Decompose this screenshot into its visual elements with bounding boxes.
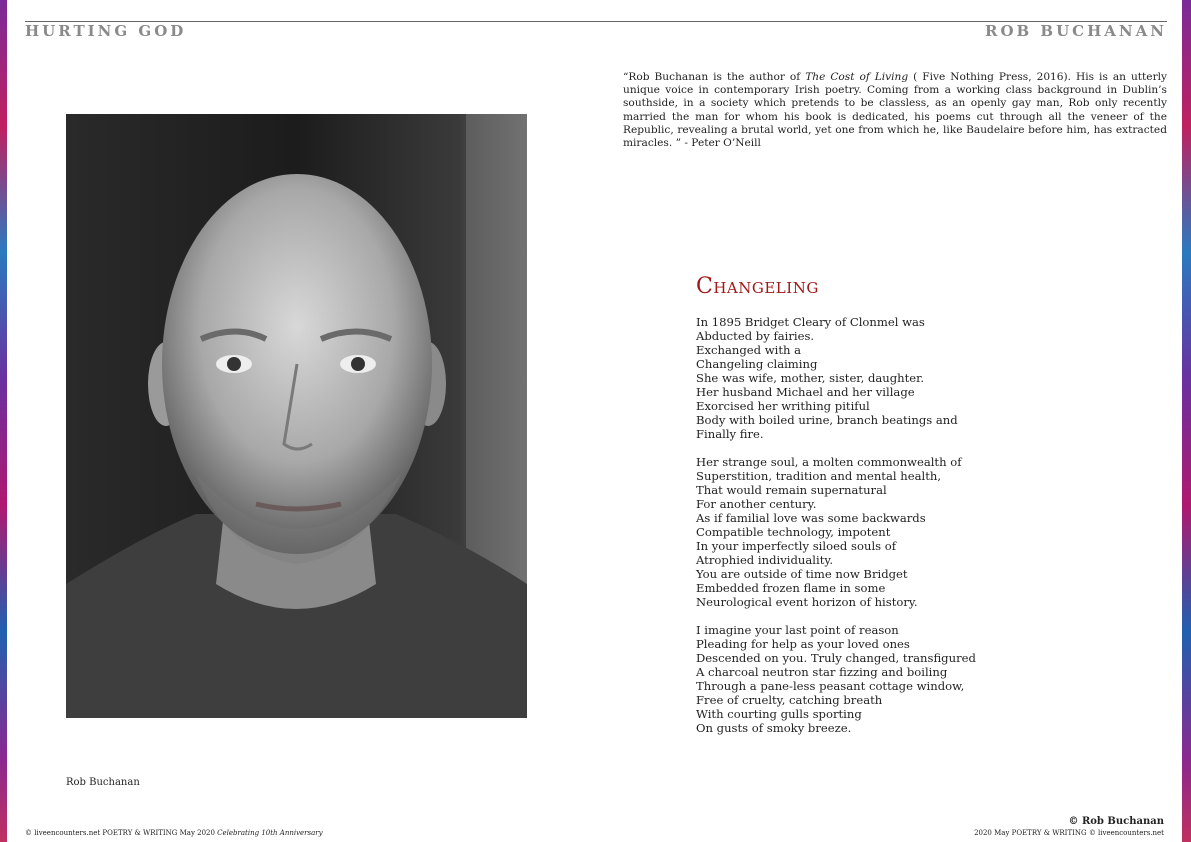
author-portrait — [66, 114, 527, 718]
poem-line: Body with boiled urine, branch beatings and — [696, 413, 958, 427]
poem-line: Free of cruelty, catching breath — [696, 693, 883, 707]
poem-line: Atrophied individuality. — [696, 553, 834, 567]
poem-line: That would remain supernatural — [696, 483, 887, 497]
poem-line: I imagine your last point of reason — [696, 623, 899, 637]
poem-line: With courting gulls sporting — [696, 707, 862, 721]
footer-left — [25, 829, 323, 837]
quote-text-start: “Rob Buchanan is the author of — [623, 71, 806, 83]
poem-stanza — [696, 315, 996, 441]
poem-line: In 1895 Bridget Cleary of Clonmel was — [696, 315, 925, 329]
quote-text-end: ( Five Nothing Press, 2016). His is an utterly unique voice in contemporary Irish poetry. Coming from a working class background in Dublin’s southside, in a society which pretends to be classless, as an openly gay man, Rob only recently married the man for whom his book is dedicated, his poems cut through all the veneer of the Republic, revealing a brutal world, yet one from which he, like Baudelaire before him, has extracted miracles. ” - Peter O’Neill — [623, 71, 1168, 150]
poem-line: Pleading for help as your loved ones — [696, 637, 910, 651]
poem-line: As if familial love was some backwards — [696, 511, 926, 525]
portrait-illustration — [66, 114, 527, 718]
poem-line: Superstition, tradition and mental health, — [696, 469, 942, 483]
poem-line: On gusts of smoky breeze. — [696, 721, 852, 735]
footer-left-italic: Celebrating 10th Anniversary — [217, 829, 323, 837]
poem-line: Her strange soul, a molten commonwealth of — [696, 455, 962, 469]
footer-left-text: © liveencounters.net POETRY & WRITING May 2020 — [25, 829, 218, 837]
footer-right: 2020 May POETRY & WRITING © liveencounters.net — [974, 829, 1164, 837]
poem-line: Compatible technology, impotent — [696, 525, 891, 539]
book-title-header: HURTING GOD — [25, 22, 187, 40]
poem-line: A charcoal neutron star fizzing and boiling — [696, 665, 948, 679]
book-title: The Cost of Living — [805, 71, 909, 83]
poem-line: In your imperfectly siloed souls of — [696, 539, 897, 553]
poem-line: Her husband Michael and her village — [696, 385, 915, 399]
poem-body — [696, 315, 996, 749]
right-decorative-edge — [1182, 0, 1191, 842]
poem-line: Finally fire. — [696, 427, 764, 441]
poem-line: Changeling claiming — [696, 357, 818, 371]
copyright-notice: © Rob Buchanan — [1068, 816, 1164, 827]
poem-title: Changeling — [696, 274, 819, 299]
poem-line: Through a pane-less peasant cottage window, — [696, 679, 965, 693]
author-quote — [623, 71, 1167, 150]
poem-stanza — [696, 623, 996, 735]
poem-line: Abducted by fairies. — [696, 329, 815, 343]
author-header: ROB BUCHANAN — [984, 22, 1167, 40]
left-decorative-edge — [0, 0, 7, 842]
poem-line: For another century. — [696, 497, 817, 511]
poem-line: Exchanged with a — [696, 343, 802, 357]
poem-line: Embedded frozen flame in some — [696, 581, 886, 595]
poem-line: Descended on you. Truly changed, transfigured — [696, 651, 976, 665]
poem-line: Exorcised her writhing pitiful — [696, 399, 870, 413]
photo-caption: Rob Buchanan — [66, 777, 140, 788]
poem-line: She was wife, mother, sister, daughter. — [696, 371, 925, 385]
poem-line: Neurological event horizon of history. — [696, 595, 918, 609]
poem-stanza — [696, 455, 996, 609]
poem-line: You are outside of time now Bridget — [696, 567, 908, 581]
